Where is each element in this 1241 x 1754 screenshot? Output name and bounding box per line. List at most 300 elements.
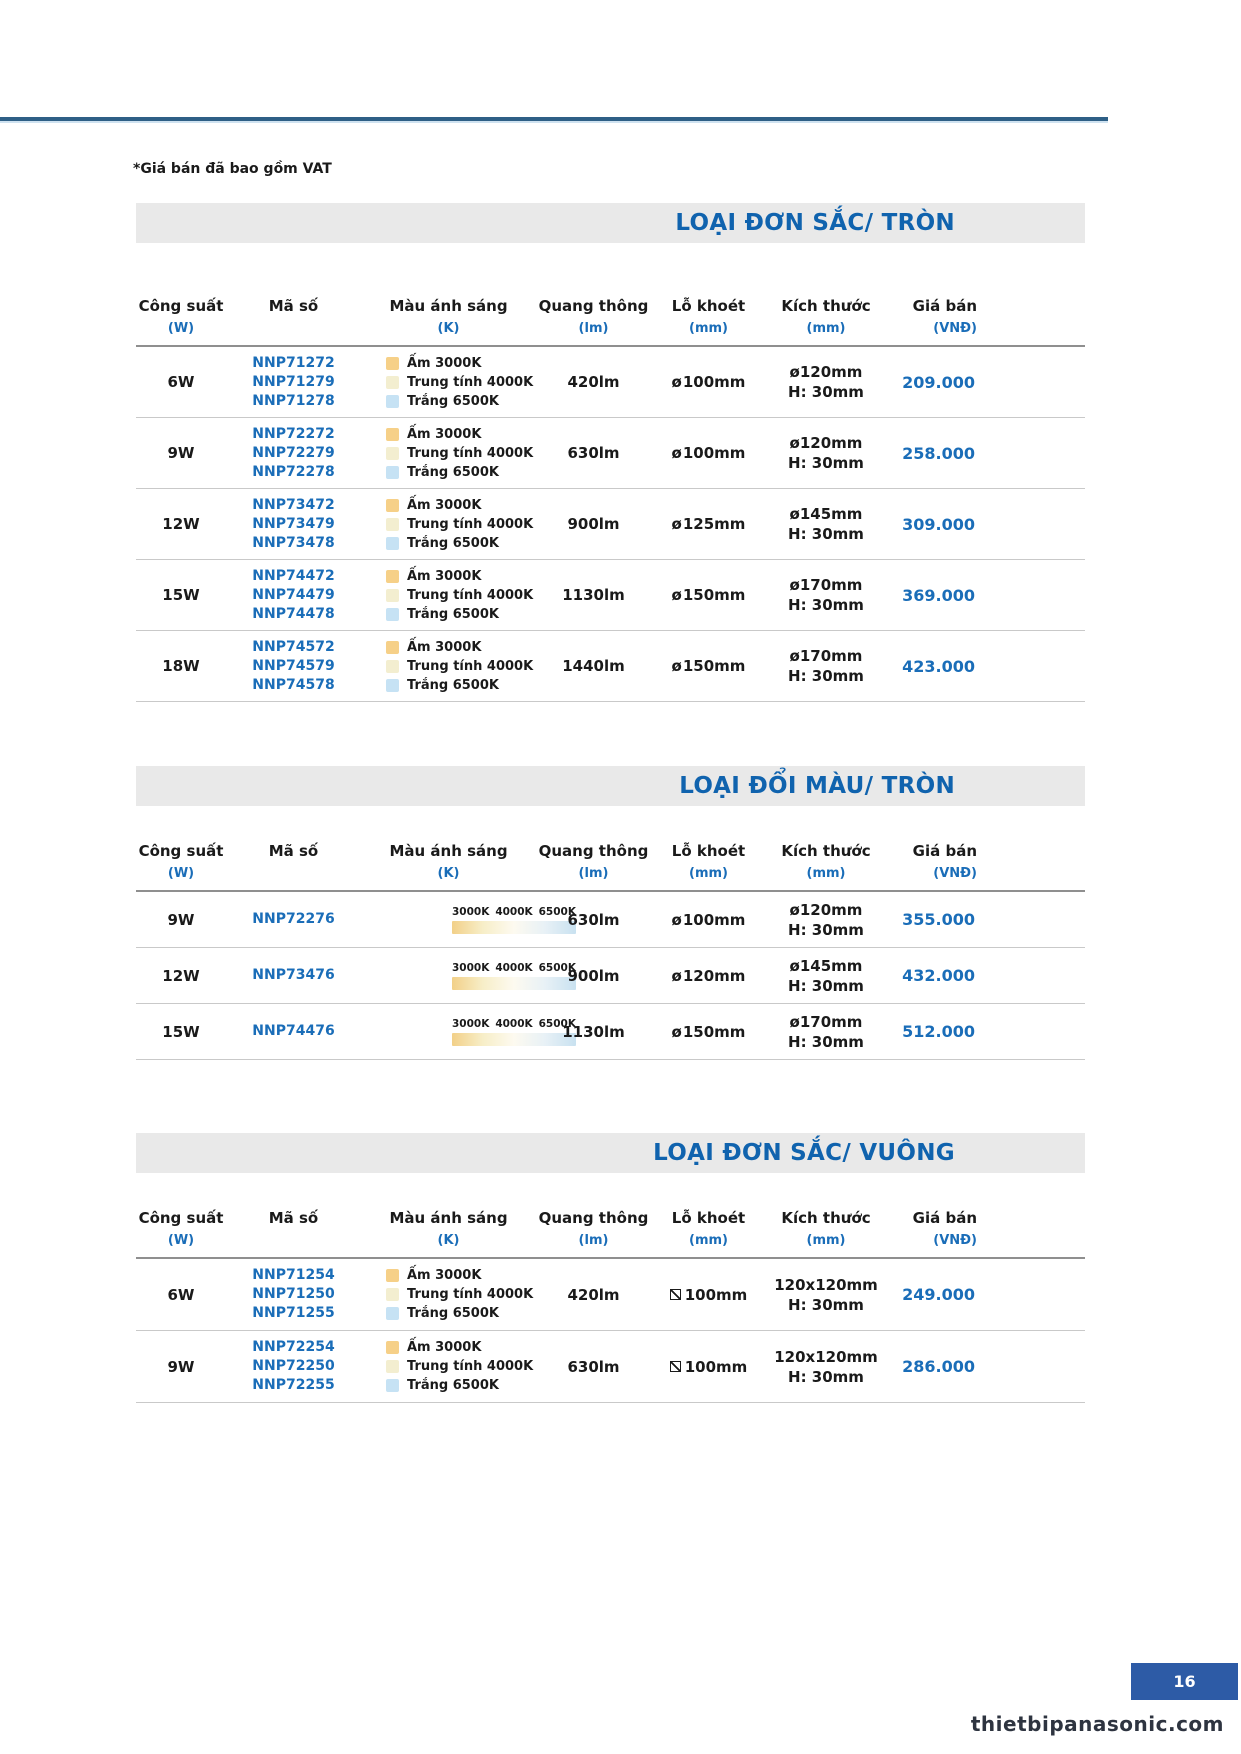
column-unit: (lm) [578,1233,609,1248]
table-header-row [136,1173,1085,1259]
product-code: NNP71272 [252,354,335,371]
product-code: NNP72272 [252,425,335,442]
size-line: ø120mm [789,900,863,919]
color-option [386,657,536,676]
column-unit: (mm) [806,321,846,336]
gradient-kelvin-label: 6500K [538,905,576,918]
color-option [386,534,536,553]
product-code: NNP73472 [252,496,335,513]
column-unit: (K) [437,1233,460,1248]
price-cell: 369.000 [902,585,975,605]
flux-cell: 630lm [567,910,620,929]
product-code: NNP73476 [252,967,335,983]
color-label: Ấm 3000K [407,497,482,513]
color-label: Trung tính 4000K [407,445,534,461]
cool-color-swatch-icon [386,608,399,621]
color-option [386,605,536,624]
hole-cell [651,1023,766,1041]
hole-value: 100mm [684,1357,748,1376]
column-unit [226,321,361,336]
table-banner [136,1133,1085,1173]
column-header [361,298,536,336]
hole-cell [651,1358,766,1376]
hole-value: 125mm [682,515,746,533]
size-line: H: 30mm [788,1032,864,1051]
color-label: Trắng 6500K [407,1306,499,1321]
price-cell: 209.000 [902,372,975,392]
flux-cell: 1130lm [562,1022,625,1041]
price-cell: 432.000 [902,966,975,985]
square-hole-icon [670,1289,681,1300]
codes-cell [226,1022,361,1041]
flux-cell: 420lm [567,1285,620,1304]
square-hole-icon [670,1361,681,1372]
table-row [136,489,1085,560]
column-header [136,843,226,881]
power-cell: 15W [162,1022,200,1041]
size-line: H: 30mm [788,920,864,939]
color-option [386,586,536,605]
table-header-row [136,243,1085,347]
column-label: Lỗ khoét [671,842,746,860]
neutral-color-swatch-icon [386,1360,399,1373]
table-banner [136,203,1085,243]
top-divider [0,117,1108,121]
color-label: Ấm 3000K [407,1340,482,1355]
gradient-kelvin-label: 6500K [538,961,576,974]
size-line: ø170mm [789,1012,863,1031]
tables-container [136,203,1085,1403]
color-label: Trắng 6500K [407,393,499,409]
column-label: Kích thước [781,842,871,860]
neutral-color-swatch-icon [386,660,399,673]
neutral-color-swatch-icon [386,447,399,460]
column-label: Kích thước [781,297,871,315]
codes-cell [226,1338,361,1395]
light-color-cell [361,961,576,990]
table-title: LOẠI ĐƠN SẮC/ VUÔNG [653,1140,955,1166]
product-code: NNP74572 [252,638,335,655]
product-table [136,1133,1085,1403]
column-header [886,1210,1085,1248]
codes-cell [226,966,361,985]
product-code: NNP74472 [252,567,335,584]
column-header [651,1210,766,1248]
warm-color-swatch-icon [386,499,399,512]
power-cell: 12W [162,515,200,533]
column-label: Quang thông [538,842,649,860]
column-unit: (K) [437,321,460,336]
hole-cell [651,444,766,462]
table-title: LOẠI ĐƠN SẮC/ TRÒN [675,210,955,236]
hole-cell [651,586,766,604]
size-line: H: 30mm [788,383,864,401]
column-header [651,843,766,881]
color-label: Trắng 6500K [407,1378,499,1393]
product-code: NNP72276 [252,911,335,927]
column-unit [226,1233,361,1248]
vat-note: *Giá bán đã bao gồm VAT [133,161,332,177]
column-label: Giá bán [912,842,977,860]
power-cell: 6W [167,1285,195,1304]
warm-color-swatch-icon [386,428,399,441]
warm-color-swatch-icon [386,570,399,583]
price-cell: 423.000 [902,656,975,676]
color-label: Ấm 3000K [407,426,482,442]
diameter-symbol: ø [671,373,682,391]
codes-cell [226,496,361,553]
cool-color-swatch-icon [386,466,399,479]
warm-color-swatch-icon [386,1269,399,1282]
gradient-kelvin-label: 4000K [495,1017,533,1030]
size-line: H: 30mm [788,454,864,472]
gradient-kelvin-label: 3000K [452,905,490,918]
column-unit: (mm) [806,866,846,881]
table-row [136,1004,1085,1060]
color-label: Trung tính 4000K [407,374,534,390]
column-header [536,1210,651,1248]
column-label: Giá bán [912,1209,977,1227]
column-header [226,843,361,881]
table-row [136,1259,1085,1331]
gradient-kelvin-label: 3000K [452,1017,490,1030]
price-cell: 512.000 [902,1022,975,1041]
column-header [136,1210,226,1248]
product-table [136,203,1085,702]
color-option [386,515,536,534]
size-line: 120x120mm [774,1275,878,1294]
column-header [226,1210,361,1248]
color-option [386,1376,536,1395]
table-body [136,1259,1085,1403]
color-label: Trắng 6500K [407,606,499,622]
light-color-cell [361,425,536,482]
diameter-symbol: ø [671,1022,682,1041]
codes-cell [226,638,361,695]
color-option [386,444,536,463]
product-code: NNP71250 [252,1286,335,1302]
diameter-symbol: ø [671,910,682,929]
column-header [766,843,886,881]
product-code: NNP71255 [252,1305,335,1321]
column-unit: (mm) [689,866,728,881]
product-code: NNP71278 [252,392,335,409]
column-label: Công suất [138,842,224,860]
product-code: NNP74479 [252,586,335,603]
flux-cell: 630lm [567,1357,620,1376]
light-color-cell [361,567,536,624]
codes-cell [226,1266,361,1323]
product-code: NNP72278 [252,463,335,480]
column-label: Kích thước [781,1209,871,1227]
column-header [886,298,1085,336]
column-header [766,1210,886,1248]
product-code: NNP73479 [252,515,335,532]
gradient-kelvin-label: 4000K [495,961,533,974]
flux-cell: 900lm [567,515,620,533]
power-cell: 12W [162,966,200,985]
color-label: Trung tính 4000K [407,516,534,532]
column-label: Công suất [138,297,224,315]
price-cell: 286.000 [902,1357,975,1376]
flux-cell: 1440lm [562,657,625,675]
hole-cell [651,1286,766,1304]
diameter-symbol: ø [671,515,682,533]
light-color-cell [361,354,536,411]
light-color-cell [361,905,576,934]
cool-color-swatch-icon [386,679,399,692]
page-number-badge [1131,1663,1238,1700]
column-header [361,843,536,881]
table-title: LOẠI ĐỔI MÀU/ TRÒN [679,773,955,799]
column-header [361,1210,536,1248]
hole-value: 100mm [682,444,746,462]
column-label: Lỗ khoét [671,297,746,315]
diameter-symbol: ø [671,586,682,604]
size-line: 120x120mm [774,1347,878,1366]
hole-value: 150mm [682,657,746,675]
color-option [386,676,536,695]
neutral-color-swatch-icon [386,518,399,531]
column-label: Màu ánh sáng [389,297,508,315]
color-label: Trung tính 4000K [407,658,534,674]
hole-value: 150mm [682,586,746,604]
product-code: NNP72250 [252,1358,335,1374]
power-cell: 9W [167,444,195,462]
column-header [136,298,226,336]
size-line: H: 30mm [788,525,864,543]
power-cell: 18W [162,657,200,675]
size-line: H: 30mm [788,667,864,685]
size-line: H: 30mm [788,1367,864,1386]
hole-cell [651,967,766,985]
color-option [386,392,536,411]
column-unit: (W) [167,1233,195,1248]
size-cell [766,1012,886,1052]
light-color-cell [361,638,536,695]
color-option [386,1357,536,1376]
column-unit: (lm) [578,321,609,336]
column-label: Quang thông [538,297,649,315]
product-code: NNP74478 [252,605,335,622]
color-label: Ấm 3000K [407,639,482,655]
column-header [766,298,886,336]
hole-value: 100mm [682,373,746,391]
color-label: Trắng 6500K [407,464,499,480]
product-code: NNP72255 [252,1377,335,1393]
size-line: ø120mm [789,434,863,452]
size-cell [766,362,886,402]
size-line: ø120mm [789,363,863,381]
column-unit [226,866,361,881]
codes-cell [226,354,361,411]
neutral-color-swatch-icon [386,589,399,602]
hole-cell [651,911,766,929]
flux-cell: 630lm [567,444,620,462]
size-line: ø145mm [789,505,863,523]
column-label: Công suất [138,1209,224,1227]
table-row [136,948,1085,1004]
color-label: Trung tính 4000K [407,1359,534,1374]
product-code: NNP72279 [252,444,335,461]
diameter-symbol: ø [671,657,682,675]
column-unit: (mm) [689,321,728,336]
website-link[interactable]: thietbipanasonic.com [970,1712,1224,1736]
size-cell [766,575,886,615]
table-banner [136,766,1085,806]
table-row [136,892,1085,948]
size-cell [766,956,886,996]
price-cell: 249.000 [902,1285,975,1304]
cool-color-swatch-icon [386,395,399,408]
power-cell: 9W [167,910,195,929]
cool-color-swatch-icon [386,537,399,550]
column-header [886,843,1085,881]
flux-cell: 420lm [567,373,620,391]
product-code: NNP71279 [252,373,335,390]
table-row [136,560,1085,631]
color-option [386,1285,536,1304]
hole-cell [651,657,766,675]
column-unit: (VNĐ) [933,1233,977,1248]
gradient-kelvin-label: 4000K [495,905,533,918]
warm-color-swatch-icon [386,641,399,654]
light-color-cell [361,496,536,553]
size-line: H: 30mm [788,976,864,995]
column-label: Màu ánh sáng [389,842,508,860]
diameter-symbol: ø [671,444,682,462]
price-cell: 258.000 [902,443,975,463]
gradient-kelvin-label: 3000K [452,961,490,974]
column-label: Lỗ khoét [671,1209,746,1227]
warm-color-swatch-icon [386,357,399,370]
cool-color-swatch-icon [386,1307,399,1320]
color-label: Ấm 3000K [407,355,482,371]
column-unit: (W) [167,866,195,881]
color-option [386,425,536,444]
price-cell: 309.000 [902,514,975,534]
hole-value: 100mm [682,910,746,929]
size-cell [766,1347,886,1387]
color-option [386,463,536,482]
power-cell: 6W [167,373,195,391]
color-label: Ấm 3000K [407,1268,482,1283]
column-label: Mã số [268,842,319,860]
codes-cell [226,425,361,482]
product-code: NNP73478 [252,534,335,551]
color-label: Trắng 6500K [407,677,499,693]
column-unit: (K) [437,866,460,881]
light-color-cell [361,1266,536,1323]
price-cell: 355.000 [902,910,975,929]
table-row [136,418,1085,489]
color-label: Trắng 6500K [407,535,499,551]
light-color-cell [361,1017,576,1046]
table-body [136,892,1085,1060]
column-unit: (VNĐ) [933,866,977,881]
size-cell [766,1275,886,1315]
column-label: Giá bán [912,297,977,315]
column-unit: (mm) [806,1233,846,1248]
table-row [136,1331,1085,1403]
product-code: NNP74579 [252,657,335,674]
hole-cell [651,515,766,533]
power-cell: 9W [167,1357,195,1376]
color-option [386,1266,536,1285]
column-unit: (mm) [689,1233,728,1248]
codes-cell [226,910,361,929]
size-line: ø145mm [789,956,863,975]
color-option [386,1338,536,1357]
column-header [536,843,651,881]
column-unit: (VNĐ) [933,321,977,336]
product-table [136,766,1085,1060]
neutral-color-swatch-icon [386,376,399,389]
table-header-row [136,806,1085,892]
power-cell: 15W [162,586,200,604]
column-header [226,298,361,336]
hole-value: 120mm [682,966,746,985]
column-label: Mã số [268,1209,319,1227]
size-cell [766,504,886,544]
product-code: NNP74476 [252,1023,335,1039]
table-body [136,347,1085,702]
color-option [386,567,536,586]
product-code: NNP71254 [252,1267,335,1283]
warm-color-swatch-icon [386,1341,399,1354]
column-unit: (lm) [578,866,609,881]
hole-value: 100mm [684,1285,748,1304]
size-cell [766,646,886,686]
size-line: H: 30mm [788,1295,864,1314]
color-option [386,354,536,373]
column-header [651,298,766,336]
gradient-kelvin-label: 6500K [538,1017,576,1030]
color-option [386,496,536,515]
neutral-color-swatch-icon [386,1288,399,1301]
column-unit: (W) [167,321,195,336]
product-code: NNP72254 [252,1339,335,1355]
column-label: Màu ánh sáng [389,1209,508,1227]
codes-cell [226,567,361,624]
column-header [536,298,651,336]
column-label: Quang thông [538,1209,649,1227]
color-label: Ấm 3000K [407,568,482,584]
flux-cell: 1130lm [562,586,625,604]
hole-cell [651,373,766,391]
color-label: Trung tính 4000K [407,1287,534,1302]
hole-value: 150mm [682,1022,746,1041]
flux-cell: 900lm [567,966,620,985]
page-number: 16 [1173,1672,1196,1691]
cool-color-swatch-icon [386,1379,399,1392]
size-cell [766,900,886,940]
color-option [386,638,536,657]
light-color-cell [361,1338,536,1395]
size-cell [766,433,886,473]
size-line: H: 30mm [788,596,864,614]
column-label: Mã số [268,297,319,315]
product-code: NNP74578 [252,676,335,693]
color-option [386,373,536,392]
color-label: Trung tính 4000K [407,587,534,603]
table-row [136,347,1085,418]
diameter-symbol: ø [671,966,682,985]
color-option [386,1304,536,1323]
size-line: ø170mm [789,647,863,665]
size-line: ø170mm [789,576,863,594]
table-row [136,631,1085,702]
